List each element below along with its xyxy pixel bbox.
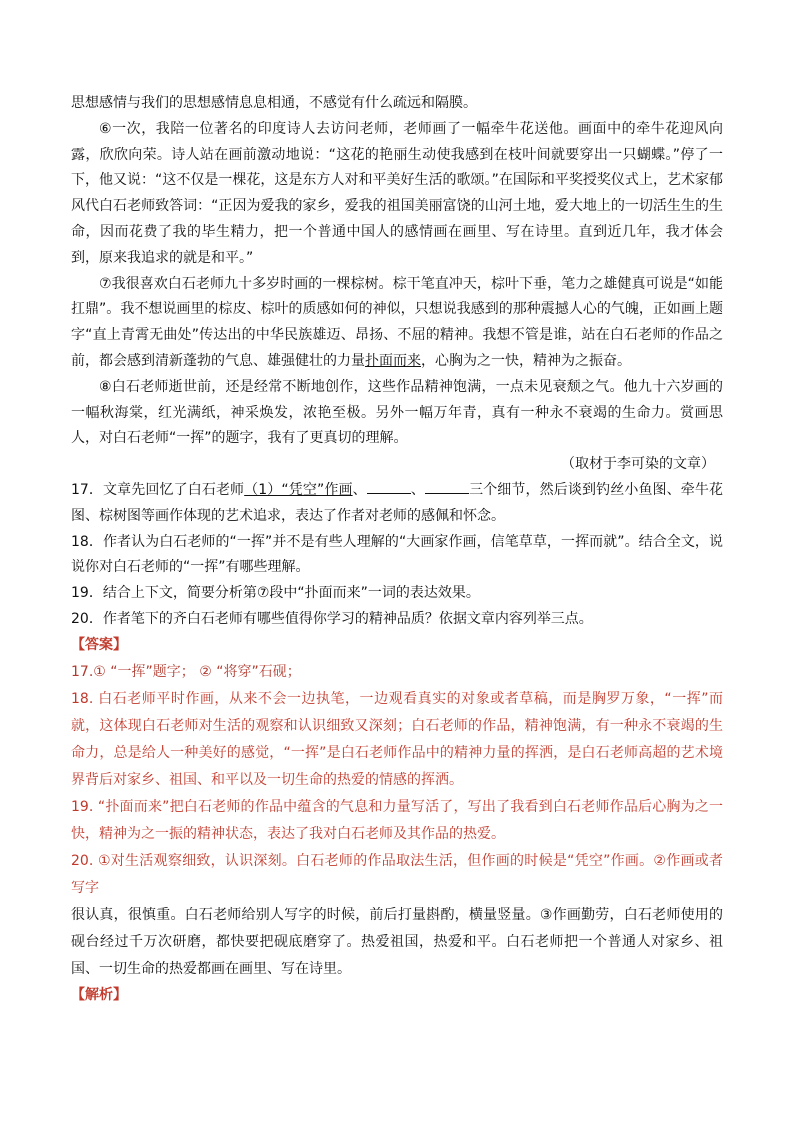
answer-18: 18. 白石老师平时作画，从来不会一边执笔，一边观看真实的对象或者草稿，而是胸罗万象，“一挥”而就，这体现白石老师对生活的观察和认识细致又深刻；白石老师的作品，精神饱满，有一种永不衰竭的生命力，总是给人一种美好的感觉，“一挥”是白石老师作品中的精神力量的挥洒，是白石老师高超的艺术境界背后对家乡、祖国、和平以及一切生命的热爱的情感的挥洒。	[71, 690, 723, 788]
question-17	[71, 478, 723, 530]
paragraph-7-text-a: ⑦我很喜欢白石老师九十多岁时画的一棵棕树。棕干笔直冲天，棕叶下垂，笔力之雄健真可说是“如能扛鼎”。我不想说画里的棕皮、棕叶的质感如何的神似，只想说我感到的那种震撼人心的气魄，正如画上题字“直上青霄无曲处”传达出的中华民族雄迈、昂扬、不屈的精神。我想不管是谁，站在白石老师的作品之前，都会感到清新蓬勃的气息、雄强健壮的力量	[71, 275, 723, 369]
paragraph-7-text-b: ，心胸为之一快，精神为之振奋。	[421, 352, 631, 369]
question-18: 18．作者认为白石老师的“一挥”并不是有些人理解的“大画家作画，信笔草草，一挥而就”。结合全文，说说你对白石老师的“一挥”有哪些理解。	[71, 533, 723, 576]
passage-paragraph-7	[71, 272, 723, 375]
answer-20-line-1: 20. ①对生活观察细致，认识深刻。白石老师的作品取法生活，但作画的时候是“凭空”作画。②作画或者写字	[71, 852, 723, 896]
passage-source: （取材于李可染的文章）	[561, 456, 715, 473]
passage-paragraph-5-tail: 思想感情与我们的思想感情息息相通，不感觉有什么疏远和隔膜。	[71, 95, 477, 111]
q17-text-a: 17．文章先回忆了白石老师	[71, 481, 245, 498]
document-page	[71, 91, 723, 1008]
answer-19: 19. “扑面而来”把白石老师的作品中蕴含的气息和力量写活了，写出了我看到白石老师作品后心胸为之一快，精神为之一振的精神状态，表达了我对白石老师及其作品的热爱。	[71, 798, 723, 842]
passage-paragraph-6: ⑥一次，我陪一位著名的印度诗人去访问老师，老师画了一幅牵牛花送他。画面中的牵牛花迎风向露，欣欣向荣。诗人站在画前激动地说：“这花的艳丽生动使我感到在枝叶间就要穿出一只蝴蝶。”停了一下，他又说：“这不仅是一棵花，这是东方人对和平美好生活的歌颂。”在国际和平奖授奖仪式上，艺术家郁风代白石老师致答词：“正因为爱我的家乡，爱我的祖国美丽富饶的山河土地，爱大地上的一切活生生的生命，因而花费了我的毕生精力，把一个普通中国人的感情画在画里、写在诗里。直到近几年，我才体会到，原来我追求的就是和平。”	[71, 120, 723, 266]
passage-paragraph-8: ⑧白石老师逝世前，还是经常不断地创作，这些作品精神饱满，一点未见衰颓之气。他九十六岁画的一幅秋海棠，红光满纸，神采焕发，浓艳至极。另外一幅万年青，真有一种永不衰竭的生命力。赏画思人，对白石老师“一挥”的题字，我有了更真切的理解。	[71, 378, 723, 447]
answer-section	[71, 633, 723, 983]
q17-underlined-detail: （1）“凭空”作画	[244, 481, 353, 498]
q17-sep-1: 、	[352, 481, 367, 498]
q17-blank-3	[425, 479, 469, 494]
answer-17: 17.① “一挥”题字； ② “将穿”石砚；	[71, 663, 301, 680]
question-19: 19．结合上下文，简要分析第⑦段中“扑面而来”一词的表达效果。	[71, 585, 480, 602]
analysis-heading: 【解析】	[71, 986, 127, 1003]
answer-heading: 【答案】	[71, 636, 127, 653]
q17-text-d: 三个细节，然后谈到钓丝小鱼图、牵牛花图、棕树图等画作体现的艺术追求，表达了作者对老师的感佩和怀念。	[71, 481, 724, 524]
question-20: 20．作者笔下的齐白石老师有哪些值得你学习的精神品质？依据文章内容列举三点。	[71, 610, 593, 627]
paragraph-7-underlined-phrase: 扑面而来	[365, 352, 421, 369]
q17-blank-2	[367, 479, 411, 494]
q17-sep-2: 、	[410, 481, 425, 498]
answer-20-rest: 很认真，很慎重。白石老师给别人写字的时候，前后打量斟酌，横量竖量。③作画勤劳，白石老师使用的砚台经过千万次研磨，都快要把砚底磨穿了。热爱祖国，热爱和平。白石老师把一个普通人对家乡、祖国、一切生命的热爱都画在画里、写在诗里。	[71, 906, 723, 977]
